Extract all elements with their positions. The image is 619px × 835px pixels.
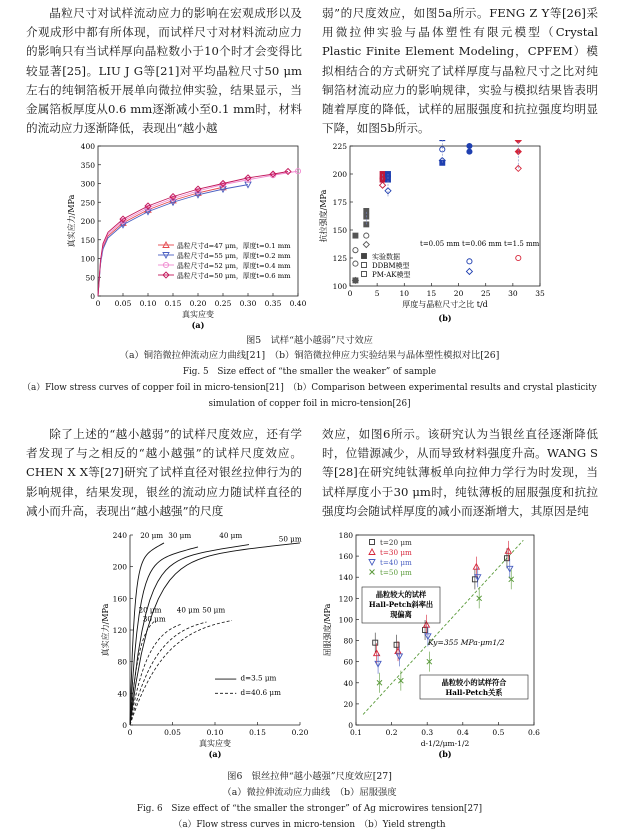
- fig5b-point: [353, 248, 358, 253]
- fig5b-legend-marker: [362, 254, 367, 259]
- fig5a-legend-label: 晶粒尺寸d=50 μm，厚度t=0.6 mm: [177, 272, 291, 280]
- fig6a-solid-curve: [130, 547, 198, 725]
- fig5a-ytick-label: 200: [80, 217, 95, 226]
- fig6a-xtick-label: 0.20: [291, 728, 309, 737]
- fig5a-ytick-label: 350: [80, 160, 95, 170]
- fig6b-ky-label: Ky=355 MPa·μm1/2: [428, 638, 505, 647]
- fig5b-point: [363, 242, 369, 248]
- paragraph: 效应，如图6所示。该研究认为当银丝直径逐渐降低时，位错源减少，从而导致材料强度升高。WANG S等[28]在研究纯钛薄板单向拉伸力学行为时发现，当试样厚度小于30 μm时，纯钛薄板的屈服强度和抗拉强度均会随试样厚度的减小而逐渐增大，其原因是纯: [322, 427, 598, 518]
- fig6a-curve-label: 40 μm: [219, 531, 243, 541]
- fig6-caption-en: Fig. 6 Size effect of “the smaller the stronger” of Ag microwires tension[27]: [136, 804, 483, 814]
- fig5b-ytick-label: 225: [332, 142, 347, 151]
- fig5b-legend-label: DDBM模型: [372, 262, 410, 270]
- fig6a-ytick-label: 200: [112, 562, 127, 572]
- fig6b-legend-label: t=20 μm: [380, 538, 412, 547]
- fig6a-xtick-label: 0.10: [206, 728, 224, 737]
- fig5b-legend-marker: [362, 263, 367, 268]
- fig5b-point: [353, 261, 358, 266]
- fig6a-curve-label: 50 μm: [202, 605, 226, 615]
- fig6b-legend-label: t=40 μm: [380, 558, 412, 567]
- fig5b-point: [364, 233, 369, 238]
- fig5b-point: [516, 255, 521, 260]
- fig5a-xtick-label: 0.40: [289, 299, 307, 308]
- fig6b-chart: [316, 525, 556, 770]
- fig5a-ytick-label: 50: [85, 273, 95, 283]
- fig5b-point: [467, 149, 472, 154]
- fig5b-legend-marker: [362, 272, 367, 277]
- fig6-subcaption-cn: （a）微拉伸流动应力曲线 （b）屈服强度: [222, 787, 397, 798]
- fig6a-curve-label: 30 μm: [168, 531, 192, 541]
- fig6b-annotation-text: Hall-Petch斜率出: [368, 600, 434, 609]
- fig6a-curve-label: 20 μm: [138, 605, 162, 615]
- fig6b-annotation-text: 现偏离: [390, 610, 412, 619]
- fig6b-ytick-label: 180: [338, 531, 353, 540]
- fig5a-xtick-label: 0.10: [139, 299, 157, 308]
- fig5b-xtick-label: 30: [508, 289, 518, 298]
- fig5a-ytick-label: 100: [80, 254, 95, 264]
- fig5a-ytick-label: 400: [80, 142, 95, 151]
- fig5b-xtick-label: 5: [374, 289, 380, 298]
- fig5b-ytick-label: 100: [332, 282, 347, 291]
- fig6b-panel-label: (b): [438, 749, 452, 759]
- fig6a-ytick-label: 240: [112, 531, 127, 540]
- paragraph: 晶粒尺寸对试样流动应力的影响在宏观成形以及介观成形中都有所体现，而试样尺寸对材料流动应力的影响只有当试样厚向晶粒数小于10个时才会变得比较显著[25]。LIU J G等[21]对平均晶粒尺寸50 μm左右的纯铜箔板开展单向微拉伸实验，结果显示，当金属箔板厚度从0.6 mm逐渐减小至0.1 mm时，材料的流动应力逐渐降低，表现出“越小越: [26, 6, 302, 136]
- fig5a-ytick-label: 0: [90, 292, 95, 301]
- fig6b-annotation-text: Hall-Petch关系: [445, 688, 503, 697]
- fig6-subcaption-en: （a）Flow stress curves in micro-tension （b）Yield strength: [173, 820, 446, 830]
- fig5a-ytick-label: 250: [80, 198, 95, 208]
- fig5a-xtick-label: 0.15: [164, 299, 182, 308]
- fig5b-xlabel: 厚度与晶粒尺寸之比 t/d: [402, 300, 488, 309]
- fig6a-ytick-label: 120: [112, 626, 127, 635]
- fig6a-xtick-label: 0.05: [164, 728, 181, 737]
- fig5b-xtick-label: 20: [453, 289, 464, 298]
- fig5b-point: [467, 143, 472, 148]
- fig6b-xlabel: d-1/2/μm-1/2: [420, 739, 470, 748]
- fig6b-annotation-text: 晶粒较大的试样: [375, 590, 427, 599]
- fig6b-legend-marker: [369, 560, 375, 566]
- fig6a-xtick-label: 0.15: [249, 728, 266, 737]
- fig5b-thickness-label: t=0.05 mm t=0.06 mm t=1.5 mm: [420, 240, 540, 248]
- fig6a-ylabel: 真实应力/MPa: [101, 603, 110, 657]
- fig5a-xtick-label: 0: [95, 299, 101, 308]
- text-column-2-top: [322, 4, 598, 138]
- fig5b-xtick-label: 35: [535, 289, 545, 298]
- fig5a-ylabel: 真实应力/MPa: [67, 194, 76, 248]
- fig5a-legend-label: 晶粒尺寸d=52 μm，厚度t=0.4 mm: [177, 262, 291, 270]
- fig6b-ytick-label: 160: [338, 552, 353, 562]
- fig5a-ytick-label: 150: [80, 235, 95, 245]
- fig5a-legend-label: 晶粒尺寸d=47 μm，厚度t=0.1 mm: [177, 242, 291, 250]
- fig6b-xtick-label: 0.5: [492, 728, 505, 737]
- text-column-1-top: [26, 4, 302, 138]
- fig6a-legend-label: d=40.6 μm: [240, 687, 281, 697]
- fig5b-xtick-label: 0: [347, 289, 353, 298]
- fig5-subcaption-cn: （a）铜箔微拉伸流动应力曲线[21] （b）铜箔微拉伸应力实验结果与晶体塑性模拟对比[26]: [119, 350, 500, 361]
- fig6b-xtick-label: 0.1: [350, 728, 362, 737]
- fig6b-ytick-label: 120: [338, 594, 353, 604]
- fig5b-xtick-label: 25: [480, 289, 491, 298]
- fig6a-chart: [88, 525, 313, 770]
- fig6b-ylabel: 屈服强度/MPa: [323, 603, 332, 657]
- fig6a-curve-label: 30 μm: [142, 614, 166, 624]
- fig6b-ytick-label: 100: [338, 615, 353, 625]
- fig6a-curve-label: 40 μm: [176, 605, 200, 615]
- fig5a-legend-label: 晶粒尺寸d=55 μm，厚度t=0.2 mm: [177, 252, 291, 260]
- text-column-1-mid: [26, 425, 302, 521]
- fig6b-ytick-label: 0: [348, 721, 353, 730]
- fig5b-ytick-label: 150: [332, 226, 347, 235]
- fig5b-point: [467, 259, 472, 264]
- fig6b-xtick-label: 0.2: [385, 728, 398, 737]
- fig6a-curve-label: 50 μm: [278, 534, 302, 544]
- fig5a-xtick-label: 0.25: [214, 299, 232, 308]
- fig6b-annotation-text: 晶粒较小的试样符合: [441, 678, 507, 687]
- fig5a-xtick-label: 0.30: [239, 299, 257, 308]
- text-column-2-mid: [322, 425, 598, 521]
- fig6a-panel-label: (a): [208, 749, 222, 759]
- fig5b-point: [466, 268, 472, 274]
- fig5b-ylabel: 抗拉强度/MPa: [319, 189, 328, 243]
- fig6b-ytick-label: 60: [343, 657, 353, 667]
- fig5b-ytick-label: 125: [332, 254, 347, 263]
- fig5b-ytick-label: 200: [332, 170, 347, 179]
- fig6a-ytick-label: 40: [117, 689, 127, 699]
- fig5b-point: [380, 182, 386, 188]
- fig5a-chart: [62, 140, 312, 335]
- fig6b-ytick-label: 40: [343, 678, 353, 688]
- fig6b-xtick-label: 0.3: [421, 728, 434, 737]
- fig5-subcaption-en-1: （a）Flow stress curves of copper foil in micro-tension[21] （b）Comparison between experimental results and crystal plasticity: [22, 383, 597, 393]
- fig6a-solid-curve: [130, 543, 300, 725]
- fig5b-legend-label: 实验数据: [372, 253, 400, 261]
- fig6b-legend-label: t=30 μm: [380, 548, 412, 557]
- fig5b-ytick-label: 175: [332, 198, 347, 207]
- fig6-caption: 图6 银丝拉伸“越小越强”尺度效应[27]: [227, 771, 392, 782]
- fig5b-chart: [316, 140, 566, 335]
- fig5b-xtick-label: 10: [399, 289, 410, 298]
- fig5-caption: 图5 试样“越小越弱”尺寸效应: [246, 335, 373, 346]
- fig5a-xlabel: 真实应变: [182, 310, 214, 319]
- fig5a-xtick-label: 0.35: [264, 299, 282, 308]
- fig5-caption-en: Fig. 5 Size effect of “the smaller the weaker” of sample: [182, 367, 437, 377]
- fig5a-ytick-label: 300: [80, 179, 95, 189]
- fig6a-xtick-label: 0: [127, 728, 133, 737]
- fig6a-ytick-label: 80: [117, 657, 127, 667]
- fig6a-ytick-label: 0: [122, 721, 127, 730]
- paragraph: 弱”的尺度效应，如图5a所示。FENG Z Y等[26]采用微拉伸实验与晶体塑性有限元模型（Crystal Plastic Finite Element Modeling，CPFEM）模拟相结合的方式研究了试样厚度与晶粒尺寸之比对纯铜箔材流动应力的影响规律，实验与模拟结果皆表明随着厚度的降低，试样的屈服强度和抗拉强度均明显下降，如图5b所示。: [322, 6, 598, 136]
- fig6b-legend-marker: [370, 540, 375, 545]
- fig6b-ytick-label: 140: [338, 573, 353, 583]
- fig6a-legend-label: d=3.5 μm: [240, 673, 277, 683]
- fig5a-xtick-label: 0.20: [189, 299, 207, 308]
- fig6b-ytick-label: 20: [343, 699, 353, 709]
- fig6b-xtick-label: 0.6: [528, 728, 540, 737]
- fig6a-curve-label: 20 μm: [140, 531, 164, 541]
- fig5b-xtick-label: 15: [426, 289, 437, 298]
- fig5a-panel-label: (a): [191, 320, 205, 330]
- fig6a-xlabel: 真实应变: [199, 739, 231, 748]
- fig5b-panel-label: (b): [438, 313, 452, 323]
- fig5b-legend-label: PM-AK模型: [372, 271, 411, 279]
- fig6b-ytick-label: 80: [343, 636, 353, 646]
- fig5a-xtick-label: 0.05: [114, 299, 132, 308]
- fig6b-legend-marker: [370, 570, 375, 575]
- paragraph: 除了上述的“越小越弱”的试样尺度效应，还有学者发现了与之相反的“越小越强”的试样尺度效应。CHEN X X等[27]研究了试样直径对银丝拉伸行为的影响规律，结果发现，银丝的流动应力随试样直径的减小而升高，表现出“越小越强”的尺度: [26, 427, 302, 518]
- fig6b-xtick-label: 0.4: [456, 728, 469, 737]
- fig6b-legend-label: t=50 μm: [380, 568, 412, 577]
- fig5b-point: [353, 233, 358, 238]
- fig6a-ytick-label: 160: [112, 594, 127, 604]
- fig5-subcaption-en-2: simulation of copper foil in micro-tension[26]: [208, 399, 411, 409]
- fig6b-legend-marker: [369, 549, 375, 555]
